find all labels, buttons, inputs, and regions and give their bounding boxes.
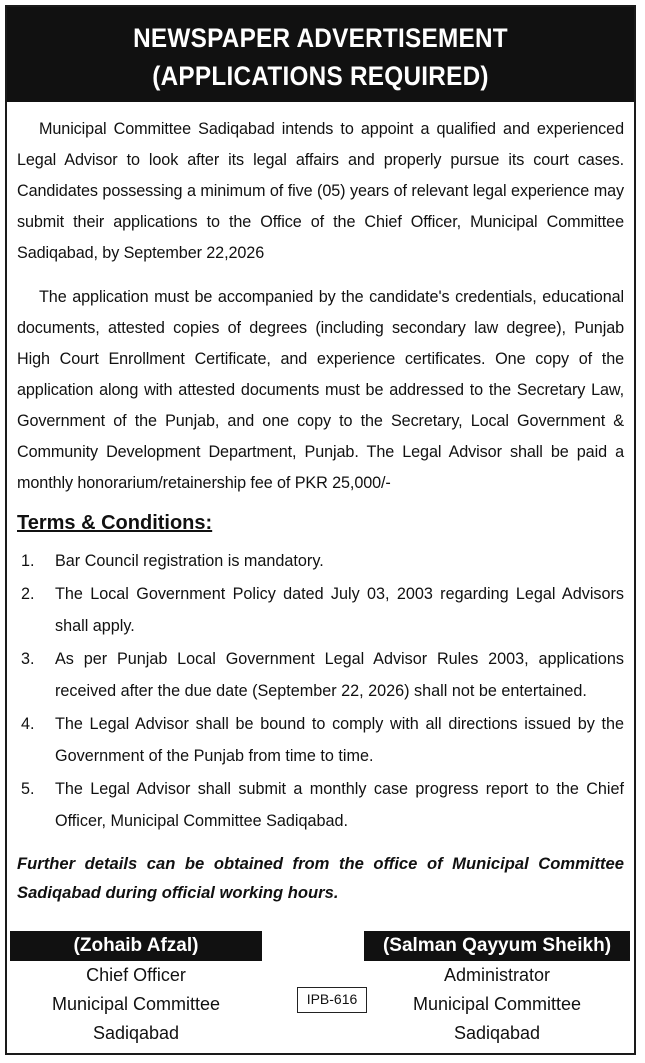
list-item (17, 773, 624, 837)
ipb-code-box: IPB-616 (297, 987, 367, 1013)
item-number: 4. (21, 715, 35, 733)
intro-paragraph: Municipal Committee Sadiqabad intends to appoint a qualified and experienced Legal Advisor to look after its legal affairs and properly pursue its court cases. Candidates possessing a minimum of five (05) years of relevant legal experience may submit their applications to the Office of the Chief Officer, Municipal Committee Sadiqabad, by September 22,2026 (17, 120, 624, 262)
right-signatory-designation: Administrator (443, 965, 551, 985)
header-title: NEWSPAPER ADVERTISEMENT (133, 23, 508, 53)
item-number: 3. (21, 650, 35, 668)
advertisement-body (7, 114, 634, 907)
item-text: As per Punjab Local Government Legal Advisor Rules 2003, applications received after the due date (September 22, 2026) shall not be entertained. (55, 650, 624, 700)
left-signatory (10, 931, 262, 1048)
requirements-paragraph: The application must be accompanied by the candidate's credentials, educational documents, attested copies of degrees (including secondary law degree), Punjab High Court Enrollment Certificate, and experience certificates. One copy of the application along with attested documents must be addressed to the Secretary Law, Government of the Punjab, and one copy to the Secretary, Local Government & Community Development Department, Punjab. The Legal Advisor shall be paid a monthly honorarium/retainership fee of PKR 25,000/- (17, 288, 624, 492)
item-number: 2. (21, 585, 35, 603)
left-signatory-designation: Chief Officer (86, 965, 186, 985)
right-signatory-name: (Salman Qayyum Sheikh) (364, 931, 630, 961)
left-signatory-office: Municipal Committee (51, 994, 221, 1014)
list-item (17, 643, 624, 707)
item-text: The Legal Advisor shall be bound to comply with all directions issued by the Government of the Punjab from time to time. (55, 715, 624, 765)
right-signatory-office: Municipal Committee (412, 994, 582, 1014)
item-text: The Legal Advisor shall submit a monthly case progress report to the Chief Officer, Municipal Committee Sadiqabad. (55, 780, 624, 830)
advertisement-header (7, 7, 634, 102)
header-subtitle: (APPLICATIONS REQUIRED) (152, 61, 489, 91)
terms-heading: Terms & Conditions: (17, 512, 213, 534)
right-signatory (364, 931, 630, 1048)
right-signatory-city: Sadiqabad (453, 1023, 541, 1043)
left-signatory-city: Sadiqabad (92, 1023, 180, 1043)
advertisement-frame (5, 5, 636, 1055)
item-text: Bar Council registration is mandatory. (55, 552, 324, 570)
list-item (17, 708, 624, 772)
list-item (17, 545, 624, 577)
item-number: 5. (21, 780, 35, 798)
further-details-note: Further details can be obtained from the office of Municipal Committee Sadiqabad during official working hours. (17, 854, 624, 902)
left-signatory-name: (Zohaib Afzal) (10, 931, 262, 961)
item-number: 1. (21, 552, 35, 570)
item-text: The Local Government Policy dated July 03, 2003 regarding Legal Advisors shall apply. (55, 585, 624, 635)
terms-list (17, 545, 624, 837)
list-item (17, 578, 624, 642)
